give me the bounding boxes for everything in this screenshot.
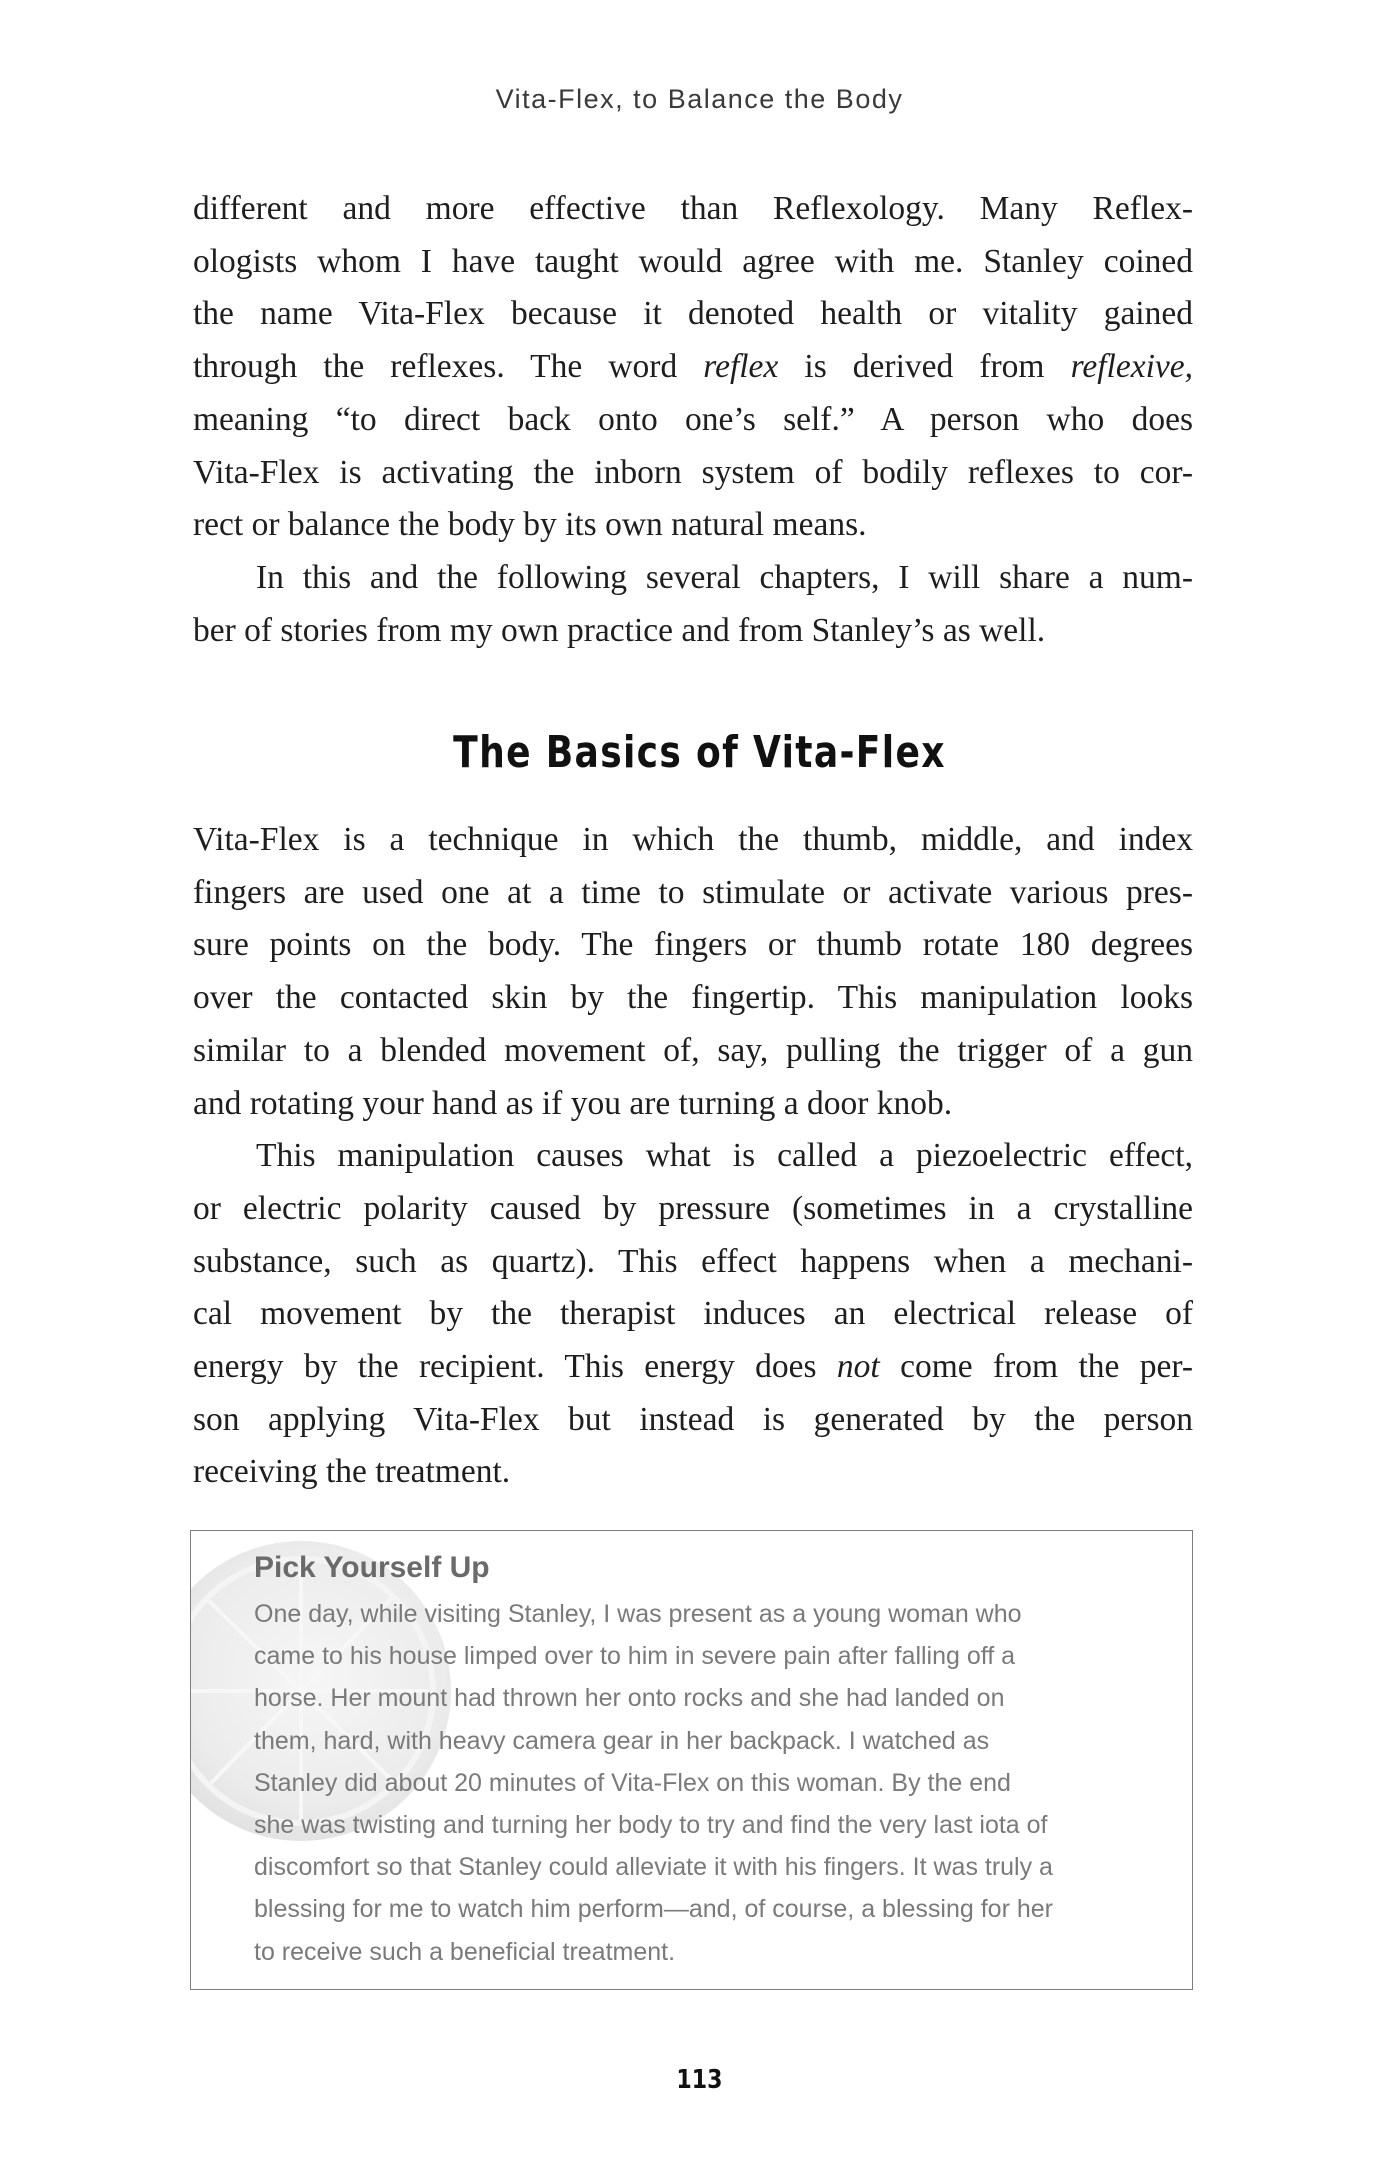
text-line: rect or balance the body by its own natural means. bbox=[193, 506, 867, 544]
sidebar-text bbox=[254, 1593, 1134, 1973]
text-line: receiving the treatment. bbox=[193, 1453, 511, 1491]
body-text-top bbox=[193, 183, 1193, 657]
text-line: and rotating your hand as if you are turning a door knob. bbox=[193, 1084, 953, 1122]
text-line: substance, such as quartz). This effect happens when a mechani- bbox=[193, 1242, 1193, 1280]
text-line: Vita-Flex is a technique in which the thumb, middle, and index bbox=[193, 821, 1193, 858]
sidebar-line: came to his house limped over to him in severe pain after falling off a bbox=[254, 1642, 1016, 1671]
running-head: Vita-Flex, to Balance the Body bbox=[495, 84, 904, 114]
paragraph bbox=[193, 1130, 1193, 1499]
text-line: meaning “to direct back onto one’s self.” A person who does bbox=[193, 400, 1193, 438]
body-text-basics bbox=[193, 814, 1193, 1499]
text-line: cal movement by the therapist induces an electrical release of bbox=[193, 1295, 1193, 1333]
text-run: is derived from bbox=[778, 348, 1071, 386]
sidebar-line: Stanley did about 20 minutes of Vita-Flex on this woman. By the end bbox=[254, 1768, 1011, 1797]
text-line: or electric polarity caused by pressure (sometimes in a crystalline bbox=[193, 1189, 1193, 1227]
page-number: 113 bbox=[676, 2065, 723, 2095]
text-line: different and more effective than Reflexology. Many Reflex- bbox=[193, 190, 1193, 227]
text-run: come from the per- bbox=[879, 1348, 1193, 1386]
text-line: fingers are used one at a time to stimulate or activate various pres- bbox=[193, 873, 1193, 911]
text-run: energy by the recipient. This energy does bbox=[193, 1348, 837, 1386]
text-line: This manipulation causes what is called a piezoelectric effect, bbox=[256, 1137, 1193, 1175]
text-line: ber of stories from my own practice and from Stanley’s as well. bbox=[193, 611, 1046, 649]
text-line: Vita-Flex is activating the inborn system of bodily reflexes to cor- bbox=[193, 453, 1193, 491]
text-line bbox=[193, 341, 1193, 394]
text-line: son applying Vita-Flex but instead is generated by the person bbox=[193, 1400, 1193, 1438]
text-line: similar to a blended movement of, say, pulling the trigger of a gun bbox=[193, 1031, 1193, 1069]
sidebar-line: she was twisting and turning her body to try and find the very last iota of bbox=[254, 1811, 1048, 1840]
sidebar-line: to receive such a beneficial treatment. bbox=[254, 1937, 676, 1966]
sidebar-line: blessing for me to watch him perform—and, of course, a blessing for her bbox=[254, 1895, 1053, 1924]
sidebar-title: Pick Yourself Up bbox=[254, 1551, 490, 1584]
paragraph bbox=[193, 183, 1193, 552]
sidebar-line: horse. Her mount had thrown her onto rocks and she had landed on bbox=[254, 1684, 1005, 1713]
text-line: the name Vita-Flex because it denoted health or vitality gained bbox=[193, 295, 1193, 333]
text-line: In this and the following several chapters, I will share a num- bbox=[256, 558, 1193, 596]
text-line: sure points on the body. The fingers or thumb rotate 180 degrees bbox=[193, 926, 1193, 964]
sidebar-line: them, hard, with heavy camera gear in her backpack. I watched as bbox=[254, 1726, 990, 1755]
sidebar-line: discomfort so that Stanley could alleviate it with his fingers. It was truly a bbox=[254, 1853, 1053, 1882]
text-line bbox=[193, 1341, 1193, 1394]
paragraph bbox=[193, 814, 1193, 1130]
italic-term: reflex bbox=[703, 348, 779, 386]
sidebar-line: One day, while visiting Stanley, I was present as a young woman who bbox=[254, 1600, 1022, 1628]
text-run: through the reflexes. The word bbox=[193, 348, 704, 386]
paragraph bbox=[193, 552, 1193, 657]
italic-term: reflexive, bbox=[1070, 348, 1193, 386]
section-heading: The Basics of Vita-Flex bbox=[453, 727, 946, 778]
text-line: over the contacted skin by the fingertip. This manipulation looks bbox=[193, 979, 1193, 1017]
text-line: ologists whom I have taught would agree with me. Stanley coined bbox=[193, 242, 1193, 280]
sidebar-box bbox=[190, 1530, 1193, 1990]
italic-term: not bbox=[836, 1348, 880, 1386]
